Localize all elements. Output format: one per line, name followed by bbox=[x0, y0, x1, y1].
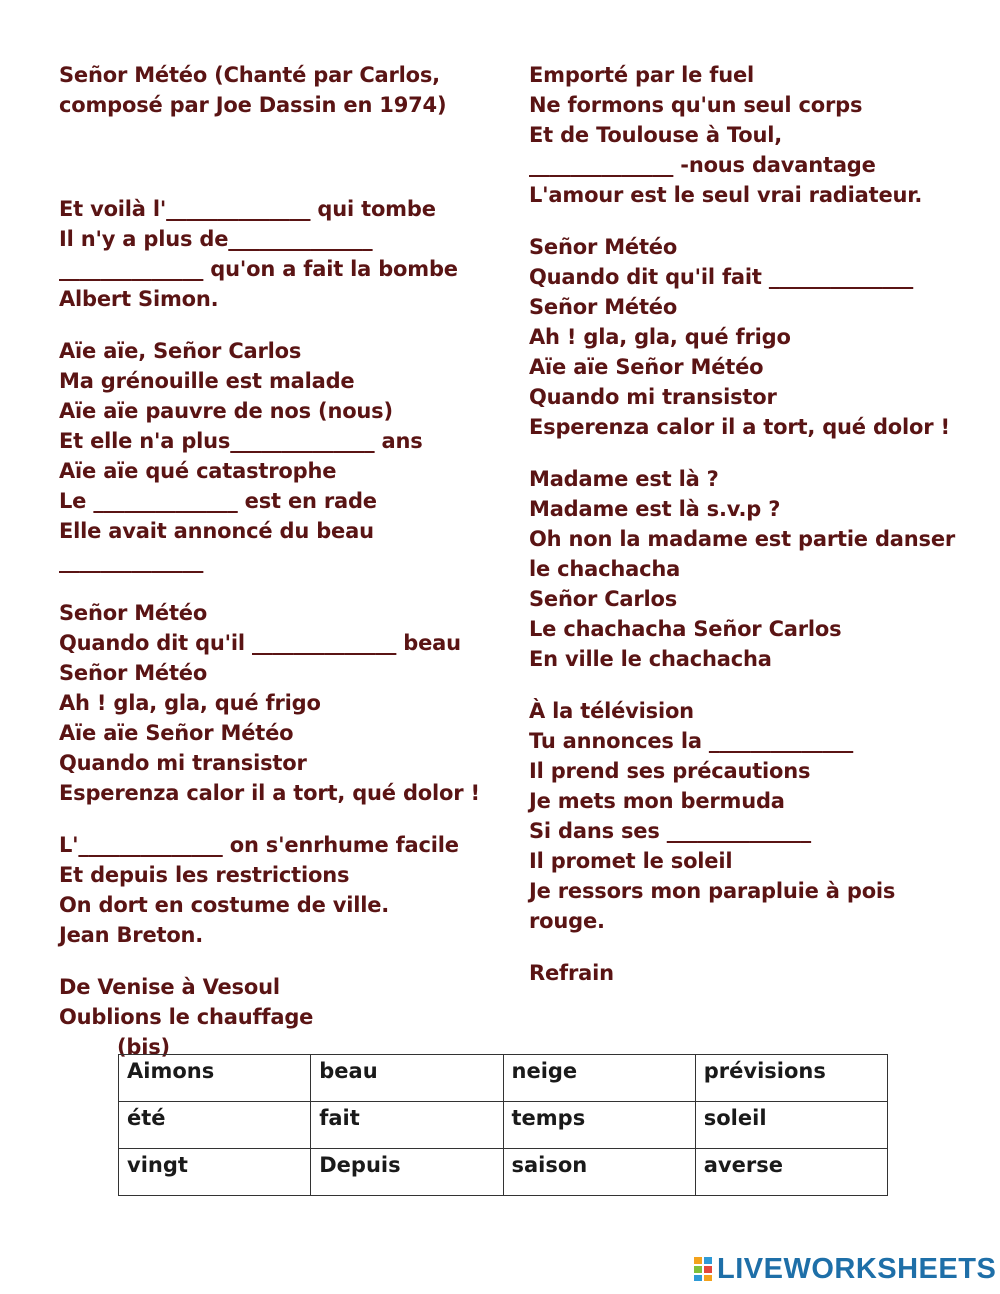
lyric-line: Señor Météo bbox=[59, 601, 208, 625]
lyric-line: À la télévision bbox=[529, 699, 694, 723]
left-verse-4-lines bbox=[59, 972, 489, 1032]
word-bank-cell: vingt bbox=[119, 1149, 311, 1196]
lyric-line: Aïe aïe, Señor Carlos bbox=[59, 339, 302, 363]
lyric-line: Il prend ses précautions bbox=[529, 759, 811, 783]
lyric-line: Le chachacha Señor Carlos bbox=[529, 617, 842, 641]
lyric-line: Madame est là ? bbox=[529, 467, 719, 491]
lyric-line: Aïe aïe qué catastrophe bbox=[59, 459, 337, 483]
lyric-line: Aïe aïe Señor Météo bbox=[59, 721, 294, 745]
lyric-line: Señor Météo bbox=[59, 661, 208, 685]
liveworksheets-logo bbox=[693, 1252, 996, 1286]
lyric-line: Si dans ses ______________ bbox=[529, 819, 811, 843]
lyric-line: ______________ qu'on a fait la bombe bbox=[59, 257, 458, 281]
song-title-credit-line2: composé par Joe Dassin en 1974) bbox=[59, 93, 447, 117]
left-verse-2 bbox=[59, 336, 489, 576]
lyric-line: Je mets mon bermuda bbox=[529, 789, 785, 813]
lyric-line: le chachacha bbox=[529, 557, 681, 581]
lyric-line: Le ______________ est en rade bbox=[59, 489, 377, 513]
word-bank-row bbox=[119, 1149, 888, 1196]
right-verse-2 bbox=[529, 464, 969, 674]
left-column bbox=[59, 60, 489, 1062]
lyric-line: Ne formons qu'un seul corps bbox=[529, 93, 863, 117]
lyric-line: Tu annonces la ______________ bbox=[529, 729, 854, 753]
word-bank-cell: Aimons bbox=[119, 1055, 311, 1102]
lyric-line: Et depuis les restrictions bbox=[59, 863, 350, 887]
right-column bbox=[529, 60, 969, 1010]
lyric-line: Jean Breton. bbox=[59, 923, 204, 947]
lyric-line: Ah ! gla, gla, qué frigo bbox=[529, 325, 791, 349]
lyric-line: Señor Météo bbox=[529, 295, 678, 319]
right-refrain bbox=[529, 232, 969, 442]
lyric-line: Quando dit qu'il fait ______________ bbox=[529, 265, 914, 289]
word-bank-cell: neige bbox=[503, 1055, 695, 1102]
lyric-line: L'______________ on s'enrhume facile bbox=[59, 833, 459, 857]
lyric-line: Il n'y a plus de______________ bbox=[59, 227, 373, 251]
refrain-label: Refrain bbox=[529, 961, 614, 985]
lyric-line: Quando mi transistor bbox=[59, 751, 307, 775]
word-bank-table bbox=[118, 1054, 888, 1196]
lyric-line: En ville le chachacha bbox=[529, 647, 772, 671]
word-bank-cell: soleil bbox=[695, 1102, 887, 1149]
word-bank-row bbox=[119, 1055, 888, 1102]
left-verse-4 bbox=[59, 972, 489, 1062]
word-bank-cell: beau bbox=[311, 1055, 503, 1102]
song-title bbox=[59, 60, 489, 120]
lyric-line: Emporté par le fuel bbox=[529, 63, 754, 87]
right-verse-1 bbox=[529, 60, 969, 210]
lyric-line: L'amour est le seul vrai radiateur. bbox=[529, 183, 923, 207]
lyric-line: Señor Météo bbox=[529, 235, 678, 259]
lyric-line: Esperenza calor il a tort, qué dolor ! bbox=[529, 415, 950, 439]
word-bank-cell: fait bbox=[311, 1102, 503, 1149]
lyric-line: Ah ! gla, gla, qué frigo bbox=[59, 691, 321, 715]
song-title-name: Señor Météo bbox=[59, 63, 208, 87]
lyric-line: Quando mi transistor bbox=[529, 385, 777, 409]
song-title-credit: (Chanté par Carlos, bbox=[207, 63, 440, 87]
lyric-line: Oublions le chauffage bbox=[59, 1005, 314, 1029]
liveworksheets-logo-icon bbox=[693, 1256, 713, 1282]
lyric-line: rouge. bbox=[529, 909, 605, 933]
lyric-line: ______________ bbox=[59, 549, 204, 573]
word-bank-cell: averse bbox=[695, 1149, 887, 1196]
word-bank-cell: temps bbox=[503, 1102, 695, 1149]
left-verse-3 bbox=[59, 830, 489, 950]
lyric-line: ______________ -nous davantage bbox=[529, 153, 876, 177]
word-bank-cell: Depuis bbox=[311, 1149, 503, 1196]
right-verse-3 bbox=[529, 696, 969, 936]
left-refrain bbox=[59, 598, 489, 808]
lyric-line: Aïe aïe pauvre de nos (nous) bbox=[59, 399, 393, 423]
left-verse-1 bbox=[59, 194, 489, 314]
word-bank-cell: prévisions bbox=[695, 1055, 887, 1102]
bis-label: (bis) bbox=[117, 1035, 170, 1059]
lyric-line: Ma grénouille est malade bbox=[59, 369, 355, 393]
lyric-line: Quando dit qu'il ______________ beau bbox=[59, 631, 461, 655]
logo-text: LIVEWORKSHEETS bbox=[717, 1252, 997, 1285]
lyric-line: Et voilà l'______________ qui tombe bbox=[59, 197, 436, 221]
word-bank-row bbox=[119, 1102, 888, 1149]
lyric-line: Il promet le soleil bbox=[529, 849, 733, 873]
lyric-line: Esperenza calor il a tort, qué dolor ! bbox=[59, 781, 480, 805]
lyric-line: Madame est là s.v.p ? bbox=[529, 497, 781, 521]
word-bank-cell: saison bbox=[503, 1149, 695, 1196]
lyric-line: Albert Simon. bbox=[59, 287, 219, 311]
lyric-line: Oh non la madame est partie danser bbox=[529, 527, 956, 551]
lyric-line: Et de Toulouse à Toul, bbox=[529, 123, 782, 147]
lyric-line: Je ressors mon parapluie à pois bbox=[529, 879, 896, 903]
word-bank-cell: été bbox=[119, 1102, 311, 1149]
lyric-line: On dort en costume de ville. bbox=[59, 893, 390, 917]
lyric-line: De Venise à Vesoul bbox=[59, 975, 280, 999]
lyric-line: Aïe aïe Señor Météo bbox=[529, 355, 764, 379]
lyric-line: Señor Carlos bbox=[529, 587, 678, 611]
lyric-line: Et elle n'a plus______________ ans bbox=[59, 429, 423, 453]
lyric-line: Elle avait annoncé du beau bbox=[59, 519, 374, 543]
